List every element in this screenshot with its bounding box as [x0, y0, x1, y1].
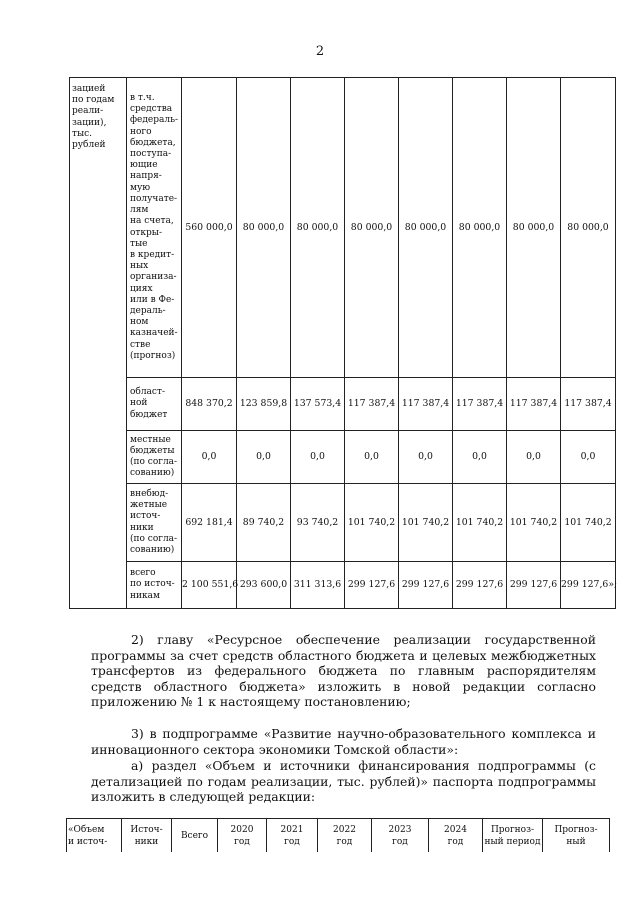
row-group-label-line: зацией [72, 84, 106, 94]
source-label-line: откры- [130, 227, 162, 238]
value-cell: 80 000,0 [399, 78, 453, 378]
source-label-line: бюджеты [130, 445, 175, 456]
header-cell [429, 819, 483, 853]
source-label-line: поступа- [130, 149, 172, 160]
header-cell-line: Прогноз- [554, 825, 598, 835]
header-cell-line: год [234, 836, 250, 847]
value-cell: 0,0 [399, 431, 453, 484]
value-cell: 101 740,2 [561, 484, 616, 562]
value-cell: 117 387,4 [507, 378, 561, 431]
value-cell: 311 313,6 [291, 562, 345, 609]
source-label-line: казначей- [130, 328, 178, 339]
value-cell: 293 600,0 [237, 562, 291, 609]
header-cell-line: год [392, 836, 408, 847]
source-label-line: ной [130, 398, 148, 409]
source-label-line: местные [130, 434, 171, 445]
source-label-line: област- [130, 387, 165, 398]
source-label [127, 378, 182, 431]
paragraph-3: а) раздел «Объем и источники финансирования подпрограммы (с детализацией по годам реализации, тыс. рублей)» паспорта подпрограммы изложить в следующей редакции: [91, 758, 596, 805]
source-label [127, 78, 182, 378]
header-cell-line: Источ- [130, 825, 163, 835]
source-label-line: циях [130, 283, 153, 294]
table-row [70, 431, 616, 484]
source-label-line: сованию) [130, 544, 175, 555]
value-cell: 89 740,2 [237, 484, 291, 562]
value-cell: 0,0 [561, 431, 616, 484]
source-label-line: (по согла- [130, 533, 178, 544]
header-cell [483, 819, 543, 853]
source-label [127, 562, 182, 609]
header-cell [372, 819, 429, 853]
value-cell: 101 740,2 [345, 484, 399, 562]
source-label-line: ники [130, 522, 154, 533]
source-label-line: в т.ч. [130, 93, 155, 104]
header-cell [67, 819, 122, 853]
header-cell-line: 2024 [444, 825, 467, 835]
header-cell-line: «Объем [68, 825, 105, 835]
value-cell: 80 000,0 [507, 78, 561, 378]
source-label-line: всего [130, 568, 156, 579]
source-label-line: лям [130, 205, 149, 216]
header-cell-line: 2023 [388, 825, 412, 835]
value-cell: 80 000,0 [453, 78, 507, 378]
source-label-line: на счета, [130, 216, 174, 227]
header-cell-line: 2020 [230, 825, 254, 835]
source-label [127, 431, 182, 484]
value-cell: 848 370,2 [182, 378, 237, 431]
value-cell: 101 740,2 [453, 484, 507, 562]
header-cell-line: год [336, 836, 353, 847]
source-label-line: источ- [130, 511, 161, 522]
header-cell-line: 2022 [333, 825, 356, 835]
value-cell: 0,0 [453, 431, 507, 484]
header-cell-line: и источ- [68, 836, 108, 847]
value-cell: 299 127,6 [345, 562, 399, 609]
value-cell: 117 387,4 [345, 378, 399, 431]
row-group-label-line: по годам [72, 95, 115, 106]
source-label-line: в кредит- [130, 249, 175, 260]
header-cell [122, 819, 172, 853]
value-cell: 0,0 [237, 431, 291, 484]
value-cell: 80 000,0 [561, 78, 616, 378]
source-label-line: тые [130, 238, 148, 249]
value-cell: 101 740,2 [399, 484, 453, 562]
source-label-line: ных [130, 261, 149, 272]
value-cell: 101 740,2 [507, 484, 561, 562]
source-label-line: никам [130, 590, 160, 601]
source-label-line: средства [130, 104, 173, 115]
value-cell: 117 387,4 [399, 378, 453, 431]
value-cell: 93 740,2 [291, 484, 345, 562]
source-label-line: ном [130, 317, 149, 328]
row-group-label-line: тыс. рублей [72, 128, 106, 151]
header-cell [318, 819, 372, 853]
value-cell: 137 573,4 [291, 378, 345, 431]
source-label-line: жетные [130, 500, 168, 511]
value-cell: 80 000,0 [291, 78, 345, 378]
source-label-line: бюджет [130, 409, 168, 420]
source-label-line: ющие [130, 160, 158, 171]
paragraph-2: 3) в подпрограмме «Развитие научно-образовательного комплекса и инновационного сектора экономики Томской области»: [91, 726, 596, 757]
value-cell: 2 100 551,6 [182, 562, 237, 609]
header-cell-line: ный период [484, 836, 541, 847]
header-cell [172, 819, 218, 853]
header-cell-line: год [284, 836, 300, 847]
source-label-line: (прогноз) [130, 350, 176, 361]
row-group-label-line: реали- [72, 106, 104, 117]
page-number: 2 [315, 44, 325, 59]
table-row [70, 78, 616, 378]
value-cell: 117 387,4 [453, 378, 507, 431]
financing-table [69, 77, 616, 609]
subprogram-table-header [66, 818, 610, 852]
header-cell [218, 819, 267, 853]
header-cell-line: ный [566, 836, 586, 847]
paragraph-1: 2) главу «Ресурсное обеспечение реализации государственной программы за счет средств областного бюджета и целевых межбюджетных трансфертов из федерального бюджета по главным распорядителям средств областного бюджета» изложить в новой редакции согласно приложению № 1 к настоящему постановлению; [91, 632, 596, 710]
source-label-line: (по согла- [130, 457, 178, 467]
source-label-line: стве [130, 339, 151, 350]
source-label-line: ного [130, 126, 152, 137]
header-cell-line: год [447, 836, 464, 847]
header-cell-line: 2021 [280, 825, 304, 835]
table-row [70, 562, 616, 609]
value-cell: 299 127,6 [399, 562, 453, 609]
source-label-line: мую [130, 182, 151, 193]
source-label [127, 484, 182, 562]
source-label-line: дераль- [130, 305, 166, 316]
source-label-line: или в Фе- [130, 294, 175, 305]
value-cell: 123 859,8 [237, 378, 291, 431]
table-row [70, 378, 616, 431]
value-cell: 299 127,6 [507, 562, 561, 609]
row-group-label-line: зации), [72, 117, 107, 128]
row-group-label [70, 78, 127, 609]
value-cell: 0,0 [182, 431, 237, 484]
source-label-line: бюджета, [130, 137, 176, 148]
value-cell: 0,0 [291, 431, 345, 484]
value-cell: 0,0 [507, 431, 561, 484]
source-label-line: по источ- [130, 579, 175, 590]
value-cell: 80 000,0 [345, 78, 399, 378]
table-row [70, 484, 616, 562]
header-cell [267, 819, 318, 853]
value-cell: 692 181,4 [182, 484, 237, 562]
source-label-line: организа- [130, 272, 177, 283]
value-cell: 560 000,0 [182, 78, 237, 378]
source-label-line: напря- [130, 171, 162, 182]
source-label-line: получате- [130, 193, 178, 204]
header-cell-line: ники [134, 836, 159, 847]
source-label-line: федераль- [130, 115, 179, 126]
header-cell [543, 819, 610, 853]
header-cell-line: Всего [180, 830, 209, 841]
value-cell: 117 387,4 [561, 378, 616, 431]
header-cell-line: Прогноз- [490, 825, 535, 835]
value-cell: 299 127,6»; [561, 562, 616, 609]
source-label-line: сованию) [130, 468, 175, 479]
value-cell: 299 127,6 [453, 562, 507, 609]
value-cell: 0,0 [345, 431, 399, 484]
source-label-line: внебюд- [130, 488, 169, 499]
value-cell: 80 000,0 [237, 78, 291, 378]
